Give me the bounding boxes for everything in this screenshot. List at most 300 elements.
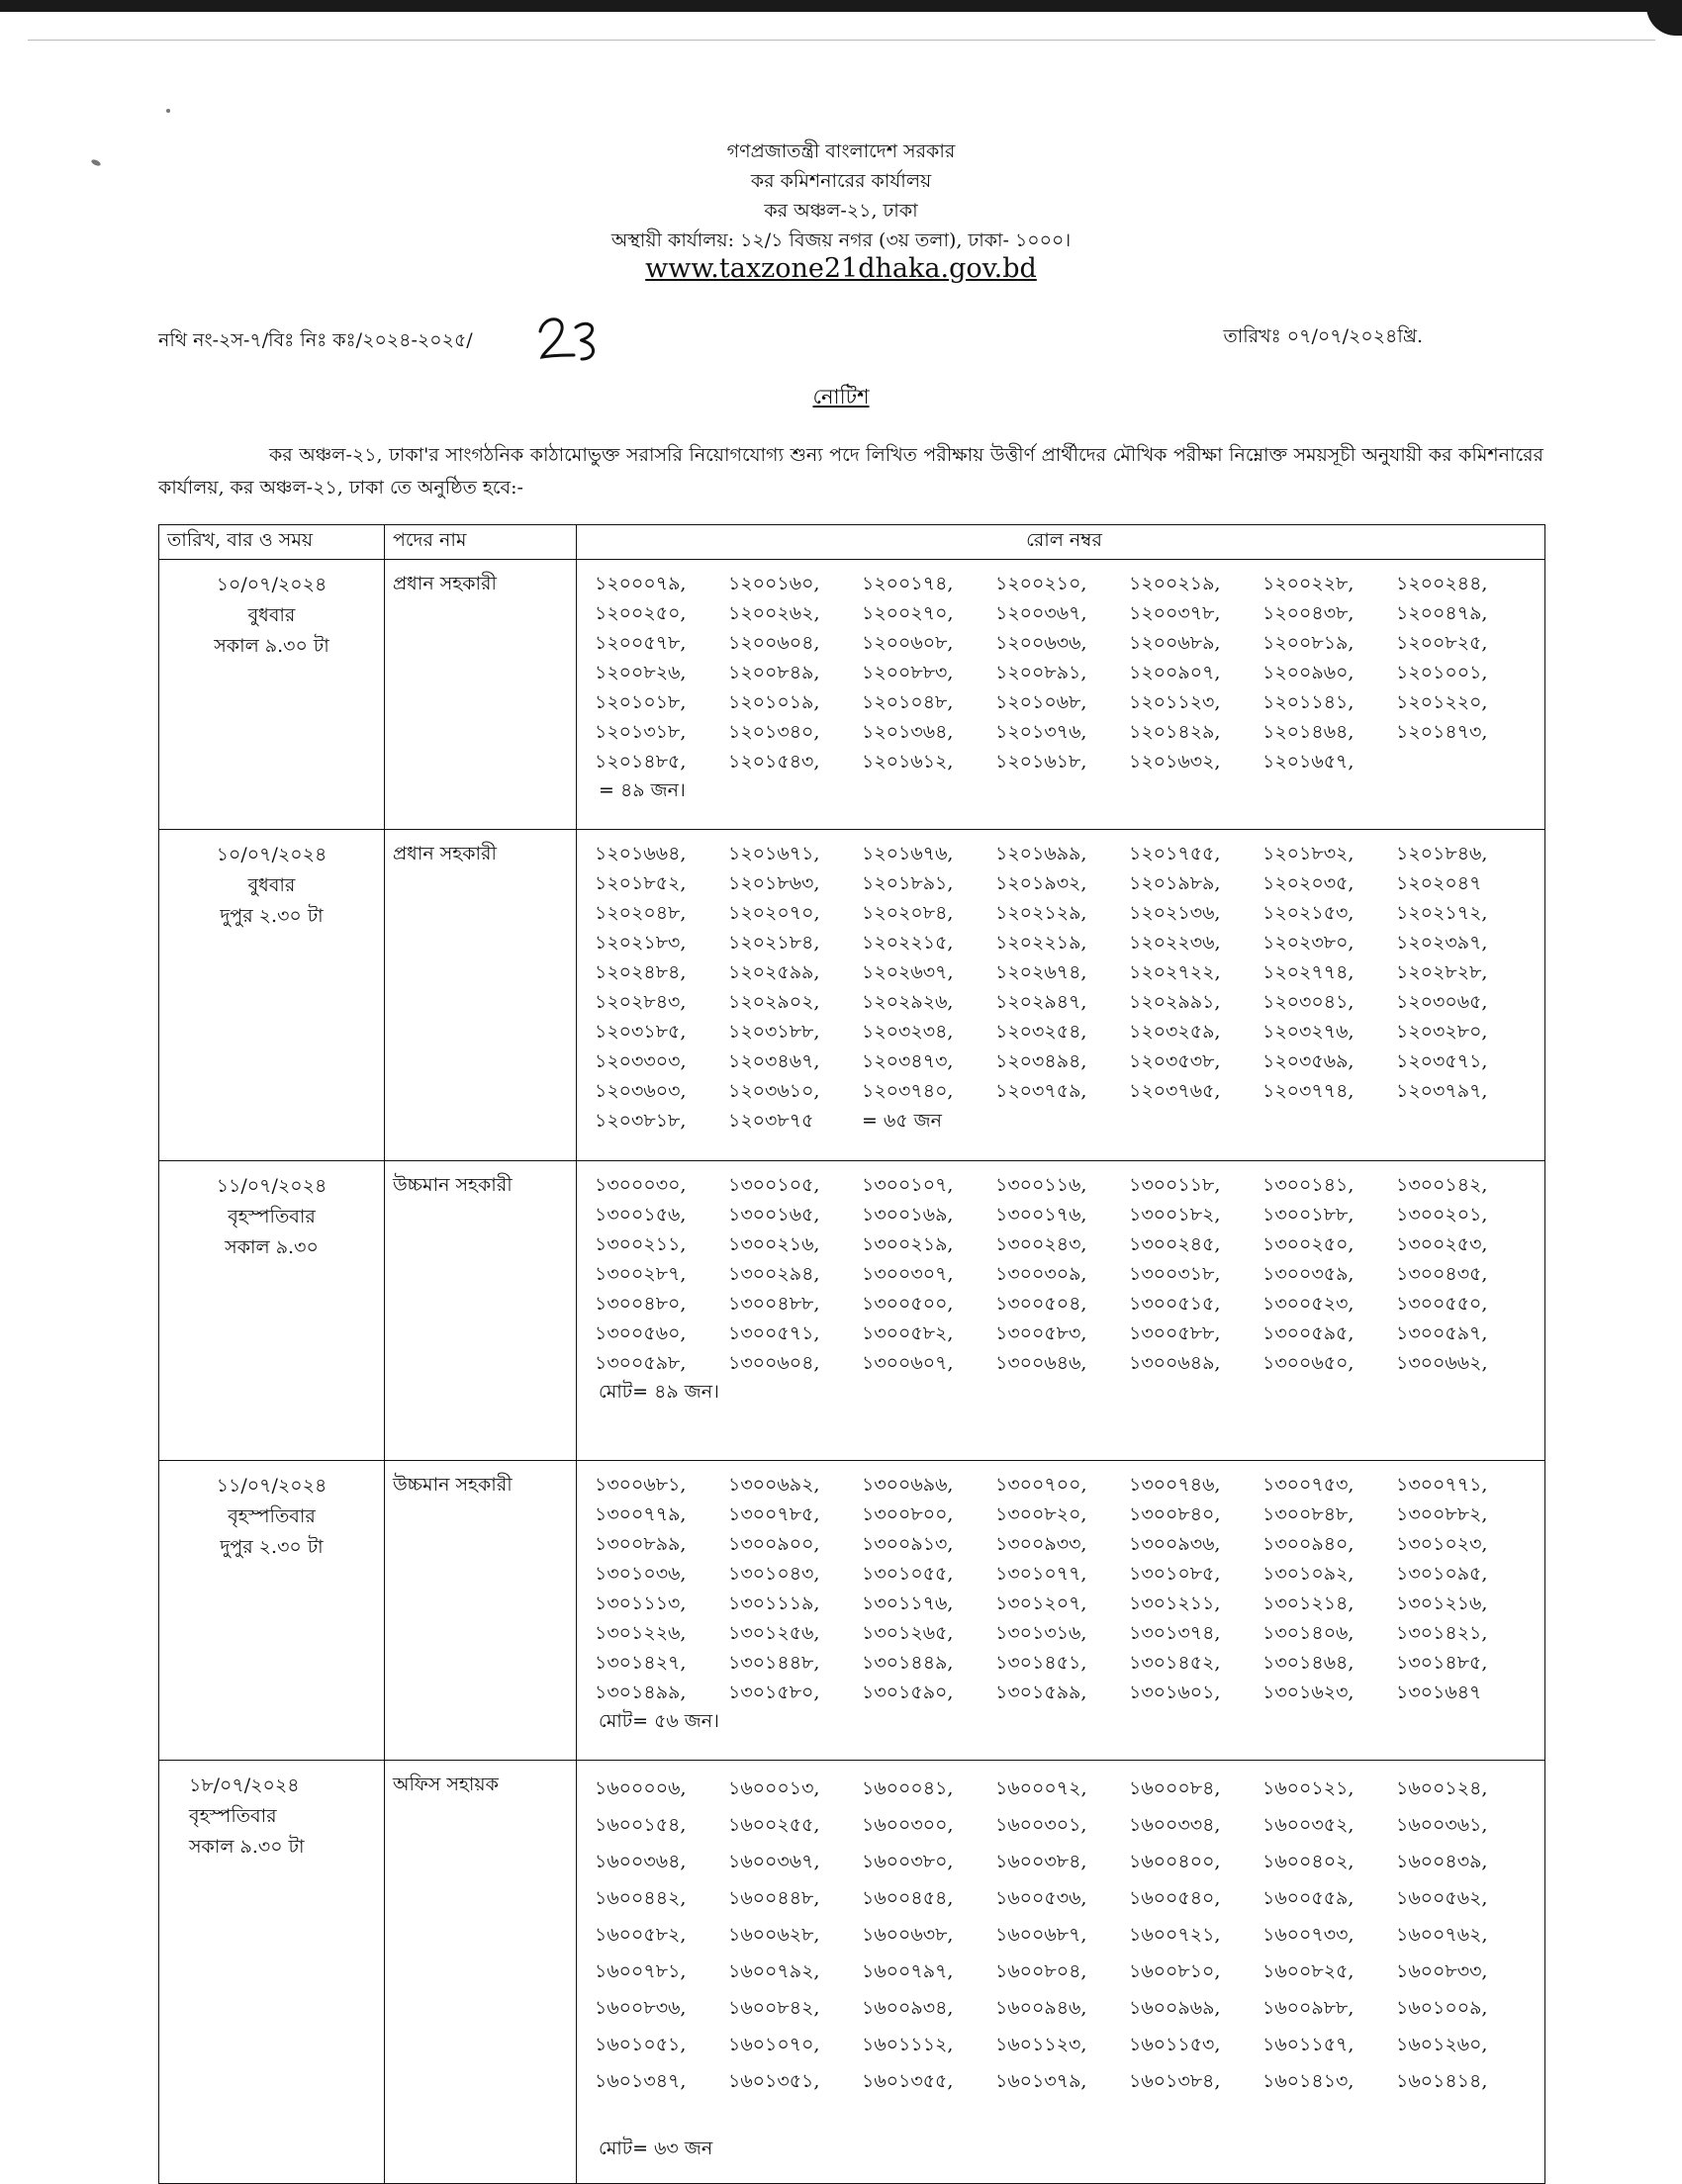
- roll-number: ১২০৩৪৬৭,: [728, 1050, 820, 1072]
- total-count: মোট= ৪৯ জন।: [599, 1381, 719, 1403]
- roll-number: ১৩০০৩০৯,: [995, 1263, 1087, 1285]
- roll-list: [595, 570, 1544, 776]
- roll-number: ১৩০১০৯২,: [1262, 1563, 1355, 1585]
- roll-number: ১২০০৩৭৮,: [1129, 602, 1221, 624]
- roll-number: ১৬০০৫৫৯,: [1262, 1887, 1355, 1909]
- roll-number: ১৬০০৮১০,: [1129, 1960, 1221, 1982]
- roll-number: ১২০১৪৮৫,: [595, 751, 687, 773]
- roll-number: ১২০০৫৭৮,: [595, 632, 687, 654]
- roll-number: ১৩০০৫৮৩,: [995, 1322, 1087, 1344]
- notice-body: কর অঞ্চল-২১, ঢাকা'র সাংগঠনিক কাঠামোভুক্ত সরাসরি নিয়োগযোগ্য শুন্য পদে লিখিত পরীক্ষায় উত্তীর্ণ প্রার্থীদের মৌখিক পরীক্ষা নিম্নোক্ত সময়সূচী অনুযায়ী কর কমিশনারের কার্যালয়, কর অঞ্চল-২১, ঢাকা তে অনুষ্ঠিত হবে:-: [158, 444, 1543, 499]
- roll-number: ১২০২৩৯৭,: [1396, 932, 1488, 954]
- schedule-row: [159, 830, 1545, 1161]
- schedule-date-cell: [159, 560, 385, 830]
- roll-number: ১২০২১৩৬,: [1129, 902, 1221, 924]
- schedule-date: ১১/০৭/২০২৪: [216, 1175, 327, 1197]
- roll-number: ১২০১৩৪০,: [728, 721, 820, 743]
- roll-number: ১২০০৮৪৯,: [728, 662, 820, 683]
- roll-number: ১২০০২৬২,: [728, 602, 820, 624]
- roll-number: ১২০২১৫৩,: [1262, 902, 1355, 924]
- roll-number: ১৩০০২৯৪,: [728, 1263, 820, 1285]
- roll-number: ১৩০১২১৪,: [1262, 1592, 1355, 1614]
- roll-number: ১৩০১৪৫১,: [995, 1652, 1087, 1674]
- roll-number: ১৩০০৯০০,: [728, 1533, 820, 1555]
- total-count: = ৬৫ জন: [862, 1110, 943, 1132]
- schedule-time: সকাল ৯.৩০ টা: [189, 1836, 305, 1858]
- office-title: কর কমিশনারের কার্যালয়: [750, 170, 932, 192]
- total-count: মোট= ৬৩ জন: [599, 2138, 713, 2159]
- roll-number: ১৩০১৫৯৯,: [995, 1682, 1087, 1703]
- roll-number: ১৩০১২৫৬,: [728, 1622, 820, 1644]
- roll-number: ১৩০১৬০১,: [1129, 1682, 1221, 1703]
- roll-number: ১২০০৮১৯,: [1262, 632, 1355, 654]
- roll-number: ১২০১১৪১,: [1262, 691, 1355, 713]
- roll-number: ১২০২৮৪৩,: [595, 991, 687, 1013]
- roll-number: ১২০০৪৩৮,: [1262, 602, 1355, 624]
- roll-number: ১২০২২১৯,: [995, 932, 1087, 954]
- roll-number: ১২০৩৬১০,: [728, 1080, 820, 1102]
- roll-number: ১৬০০৩০০,: [862, 1814, 954, 1836]
- roll-number: ১২০০৮২৫,: [1396, 632, 1488, 654]
- roll-number: ১৬০১৩৫৫,: [862, 2070, 954, 2092]
- roll-number: ১২০১৬১২,: [862, 751, 954, 773]
- roll-number: ১৩০০৪৮০,: [595, 1293, 687, 1315]
- roll-number: ১৬০০৩৬৪,: [595, 1851, 687, 1872]
- roll-number: ১৩০০১৮২,: [1129, 1204, 1221, 1226]
- roll-number: ১২০১০৪৮,: [862, 691, 954, 713]
- roll-number: ১৩০০১১৮,: [1129, 1174, 1221, 1196]
- roll-number: ১৬০০৭৬২,: [1396, 1924, 1488, 1946]
- header-roll: রোল নম্বর: [577, 525, 1545, 560]
- roll-number: ১২০১৪৭৩,: [1396, 721, 1488, 743]
- roll-number: ১২০৩৮১৮,: [595, 1110, 687, 1132]
- roll-number: ১৩০১২২৬,: [595, 1622, 687, 1644]
- roll-number: ১৬০০৯৬৯,: [1129, 1997, 1221, 2019]
- roll-number: ১৩০০৬৮১,: [595, 1474, 687, 1496]
- schedule-table: [158, 524, 1545, 2184]
- roll-number: ১৩০০২৫০,: [1262, 1233, 1355, 1255]
- roll-number: ১৩০১৬৪৭: [1396, 1682, 1482, 1703]
- roll-number: ১২০০৬৮৯,: [1129, 632, 1221, 654]
- roll-number: ১২০২১৮৩,: [595, 932, 687, 954]
- roll-number: ১৩০১২৬৫,: [862, 1622, 954, 1644]
- roll-number: ১৬০০৭৯২,: [728, 1960, 820, 1982]
- roll-number: ১৩০১০৮৫,: [1129, 1563, 1221, 1585]
- roll-number: ১২০১৮৩২,: [1262, 843, 1355, 864]
- post-name: প্রধান সহকারী: [385, 830, 577, 1161]
- roll-number: ১২০০২৪৪,: [1396, 573, 1488, 594]
- roll-number: ১২০২৬৭৪,: [995, 961, 1087, 983]
- roll-list: [595, 1771, 1544, 2099]
- roll-number: ১৬০০৫৮২,: [595, 1924, 687, 1946]
- roll-number: ১২০০২৭০,: [862, 602, 954, 624]
- roll-number: ১৬০১৩৫১,: [728, 2070, 820, 2092]
- roll-number: ১৩০০১৪১,: [1262, 1174, 1355, 1196]
- roll-number: ১৬০১১২৩,: [995, 2034, 1087, 2055]
- roll-number: ১২০২৯৪৭,: [995, 991, 1087, 1013]
- roll-number: ১২০২৯২৬,: [862, 991, 954, 1013]
- roll-number: ১৩০১৪৬৪,: [1262, 1652, 1355, 1674]
- roll-numbers-cell: [577, 1761, 1545, 2184]
- roll-number: ১৩০০৩৫৯,: [1262, 1263, 1355, 1285]
- roll-number: ১৬০০৯৮৮,: [1262, 1997, 1355, 2019]
- roll-number: ১২০২৬৩৭,: [862, 961, 954, 983]
- roll-number: ১৬০০০০৬,: [595, 1777, 687, 1799]
- roll-number: ১৩০০৬৫০,: [1262, 1352, 1355, 1374]
- roll-number: ১২০০০৭৯,: [595, 573, 687, 594]
- roll-number: ১৬০০৩৬১,: [1396, 1814, 1488, 1836]
- roll-number: ১৬০০২৫৫,: [728, 1814, 820, 1836]
- roll-numbers-cell: [577, 830, 1545, 1161]
- roll-number: ১৬০০৩৩৪,: [1129, 1814, 1221, 1836]
- roll-number: ১২০২১৮৪,: [728, 932, 820, 954]
- post-name: প্রধান সহকারী: [385, 560, 577, 830]
- roll-number: ১৬০০১৫৪,: [595, 1814, 687, 1836]
- roll-number: ১২০১৮৬৩,: [728, 872, 820, 894]
- schedule-date: ১১/০৭/২০২৪: [216, 1475, 327, 1497]
- roll-number: ১২০৩২৭৬,: [1262, 1021, 1355, 1043]
- roll-number: ১২০১৭৫৫,: [1129, 843, 1221, 864]
- roll-number: ১৬০০৪৪২,: [595, 1887, 687, 1909]
- roll-list: [595, 840, 1544, 1136]
- roll-number: ১২০২৫৯৯,: [728, 961, 820, 983]
- roll-number: ১২০১৮৫২,: [595, 872, 687, 894]
- roll-number: ১২০৩৭৯৭,: [1396, 1080, 1488, 1102]
- roll-number: ১২০৩২৫৪,: [995, 1021, 1087, 1043]
- roll-number: ১৩০০৮৪০,: [1129, 1503, 1221, 1525]
- roll-number: ১৩০০৮২০,: [995, 1503, 1087, 1525]
- schedule-row: [159, 1761, 1545, 2184]
- roll-number: ১৩০১৪৫২,: [1129, 1652, 1221, 1674]
- roll-number: ১৬০১০০৯,: [1396, 1997, 1488, 2019]
- roll-numbers-cell: [577, 1461, 1545, 1761]
- schedule-day: বৃহস্পতিবার: [228, 1206, 316, 1228]
- roll-number: ১৩০০২৪৫,: [1129, 1233, 1221, 1255]
- roll-number: ১৩০০৬৪৬,: [995, 1352, 1087, 1374]
- roll-number: ১৩০০১৪২,: [1396, 1174, 1488, 1196]
- schedule-date-cell: [159, 1161, 385, 1461]
- roll-number: ১২০০১৬০,: [728, 573, 820, 594]
- header-post: পদের নাম: [385, 525, 577, 560]
- roll-number: ১২০১৩৭৬,: [995, 721, 1087, 743]
- schedule-date-cell: [159, 1761, 385, 2184]
- roll-number: ১৩০০৫০০,: [862, 1293, 954, 1315]
- roll-number: ১৬০০৯৪৬,: [995, 1997, 1087, 2019]
- roll-number: ১২০৩১৮৮,: [728, 1021, 820, 1043]
- roll-number: ১৬০১১৫৩,: [1129, 2034, 1221, 2055]
- roll-number: ১৬০০৩৮০,: [862, 1851, 954, 1872]
- roll-number: ১৬০০০৮৪,: [1129, 1777, 1221, 1799]
- roll-number: ১২০০৮৯১,: [995, 662, 1087, 683]
- roll-number: ১৩০০৫৮৮,: [1129, 1322, 1221, 1344]
- roll-number: ১২০২৯৯১,: [1129, 991, 1221, 1013]
- roll-number: ১২০০২৫০,: [595, 602, 687, 624]
- roll-number: ১৩০১৫৮০,: [728, 1682, 820, 1703]
- roll-number: ১৬০১৪১৩,: [1262, 2070, 1355, 2092]
- roll-number: ১৬০০৮৩৩,: [1396, 1960, 1488, 1982]
- schedule-date-cell: [159, 830, 385, 1161]
- roll-number: ১২০২০৩৫,: [1262, 872, 1355, 894]
- roll-number: ১৬০০৩০১,: [995, 1814, 1087, 1836]
- roll-number: ১২০৩৩০৩,: [595, 1050, 687, 1072]
- roll-number: ১৩০০১১৬,: [995, 1174, 1087, 1196]
- post-name: উচ্চমান সহকারী: [385, 1161, 577, 1461]
- roll-number: ১২০১৬৫৭,: [1262, 751, 1355, 773]
- roll-number: ১২০১৬৯৯,: [995, 843, 1087, 864]
- roll-number: ১৩০০১৬৫,: [728, 1204, 820, 1226]
- roll-number: ১৬০০৪০২,: [1262, 1851, 1355, 1872]
- roll-list: [595, 1471, 1544, 1707]
- schedule-day: বুধবার: [247, 604, 296, 626]
- roll-number: ১৬০০৯৩৪,: [862, 1997, 954, 2019]
- roll-number: ১২০০২২৮,: [1262, 573, 1355, 594]
- roll-number: ১৩০০৪৮৮,: [728, 1293, 820, 1315]
- roll-number: ১২০১০৬৮,: [995, 691, 1087, 713]
- reference-number: নথি নং-২স-৭/বিঃ নিঃ কঃ/২০২৪-২০২৫/: [158, 329, 473, 351]
- roll-number: ১৩০০১৫৬,: [595, 1204, 687, 1226]
- roll-number: ১৬০০৮৪২,: [728, 1997, 820, 2019]
- notice-title: নোটিশ: [812, 385, 870, 409]
- roll-number: ১৬০০৭৮১,: [595, 1960, 687, 1982]
- roll-number: ১৩০০৫২৩,: [1262, 1293, 1355, 1315]
- roll-number: ১২০১৬১৮,: [995, 751, 1087, 773]
- roll-number: ১২০২০৮৪,: [862, 902, 954, 924]
- roll-number: ১৬০০৬২৮,: [728, 1924, 820, 1946]
- roll-number: ১৩০০৫৯৮,: [595, 1352, 687, 1374]
- roll-number: ১৩০১৫৯০,: [862, 1682, 954, 1703]
- roll-number: ১৩০০৫৮২,: [862, 1322, 954, 1344]
- roll-number: ১৬০০১২১,: [1262, 1777, 1355, 1799]
- roll-number: ১৩০১০৫৫,: [862, 1563, 954, 1585]
- roll-number: ১৬০০১২৪,: [1396, 1777, 1488, 1799]
- roll-number: ১৬০০৪৫৪,: [862, 1887, 954, 1909]
- roll-number: ১২০০৮৮৩,: [862, 662, 954, 683]
- roll-number: ১৬০১১১২,: [862, 2034, 954, 2055]
- roll-number: ১২০৩৫৭১,: [1396, 1050, 1488, 1072]
- roll-number: ১২০৩১৮৫,: [595, 1021, 687, 1043]
- table-header-row: [159, 525, 1545, 560]
- schedule-time: দুপুর ২.৩০ টা: [220, 905, 324, 927]
- zone-title: কর অঞ্চল-২১, ঢাকা: [764, 200, 918, 222]
- roll-number: ১৩০০৬৯৬,: [862, 1474, 954, 1496]
- roll-number: ১৩০১২১১,: [1129, 1592, 1221, 1614]
- post-name: অফিস সহায়ক: [385, 1761, 577, 2184]
- roll-number: ১৬০১০৫১,: [595, 2034, 687, 2055]
- roll-number: ১২০১৩১৮,: [595, 721, 687, 743]
- roll-number: ১৩০০৬৪৯,: [1129, 1352, 1221, 1374]
- header-date: তারিখ, বার ও সময়: [159, 525, 385, 560]
- roll-number: ১৩০১১১৩,: [595, 1592, 687, 1614]
- roll-number: ১৩০০২১৬,: [728, 1233, 820, 1255]
- roll-number: ১২০১৪২৯,: [1129, 721, 1221, 743]
- schedule-date: ১০/০৭/২০২৪: [216, 574, 327, 595]
- roll-number: ১৩০১৩১৬,: [995, 1622, 1087, 1644]
- roll-number: ১৩০০৭৭১,: [1396, 1474, 1488, 1496]
- roll-number: ১৩০১২১৬,: [1396, 1592, 1488, 1614]
- roll-number: ১৩০০১৬৯,: [862, 1204, 954, 1226]
- roll-number: ১৩০০১০৭,: [862, 1174, 954, 1196]
- schedule-row: [159, 560, 1545, 830]
- roll-number: ১২০২০৪৮,: [595, 902, 687, 924]
- schedule-row: [159, 1161, 1545, 1461]
- roll-number: ১২০৩৭৭৪,: [1262, 1080, 1355, 1102]
- roll-number: ১৩০০৮৪৮,: [1262, 1503, 1355, 1525]
- roll-number: ১২০১৬৬৪,: [595, 843, 687, 864]
- roll-number: ১২০০৮২৬,: [595, 662, 687, 683]
- roll-number: ১২০২০৭০,: [728, 902, 820, 924]
- roll-number: ১২০০১৭৪,: [862, 573, 954, 594]
- roll-number: ১৩০১০৪৩,: [728, 1563, 820, 1585]
- roll-number: ১৩০১৩৭৪,: [1129, 1622, 1221, 1644]
- roll-number: ১২০২৩৮০,: [1262, 932, 1355, 954]
- roll-number: ১৬০১৪১৪,: [1396, 2070, 1488, 2092]
- roll-number: ১৩০০০৩০,: [595, 1174, 687, 1196]
- roll-number: ১৩০০৭৭৯,: [595, 1503, 687, 1525]
- schedule-day: বৃহস্পতিবার: [228, 1505, 316, 1527]
- roll-number: ১৩০০২১৯,: [862, 1233, 954, 1255]
- roll-number: ১২০১৯৮৯,: [1129, 872, 1221, 894]
- roll-number: ১৩০০৬০৪,: [728, 1352, 820, 1374]
- roll-number: ১২০১৩৬৪,: [862, 721, 954, 743]
- roll-number: ১৩০১০২৩,: [1396, 1533, 1488, 1555]
- roll-number: ১৩০০৬০৭,: [862, 1352, 954, 1374]
- roll-number: ১৩০০৫১৫,: [1129, 1293, 1221, 1315]
- roll-number: ১৩০০৫৯৫,: [1262, 1322, 1355, 1344]
- roll-number: ১৩০০২১১,: [595, 1233, 687, 1255]
- roll-number: ১২০১২২০,: [1396, 691, 1488, 713]
- schedule-date: ১০/০৭/২০২৪: [216, 844, 327, 865]
- roll-number: ১৩০০২০১,: [1396, 1204, 1488, 1226]
- schedule-date: ১৮/০৭/২০২৪: [189, 1774, 300, 1796]
- roll-number: ১৩০১৪৪৯,: [862, 1652, 954, 1674]
- roll-number: ১৩০০৫৯৭,: [1396, 1322, 1488, 1344]
- roll-number: ১২০২৮২৮,: [1396, 961, 1488, 983]
- roll-number: ১৩০১৪৯৯,: [595, 1682, 687, 1703]
- roll-number: ১২০২২১৫,: [862, 932, 954, 954]
- roll-numbers-cell: [577, 560, 1545, 830]
- roll-number: ১৬০০৪৪৮,: [728, 1887, 820, 1909]
- roll-number: ১৩০০৯৩৬,: [1129, 1533, 1221, 1555]
- roll-number: ১৩০০২৮৭,: [595, 1263, 687, 1285]
- roll-number: ১৩০১১১৯,: [728, 1592, 820, 1614]
- roll-number: ১২০১১২৩,: [1129, 691, 1221, 713]
- roll-number: ১৬০০৫৪০,: [1129, 1887, 1221, 1909]
- roll-number: ১২০১৯৩২,: [995, 872, 1087, 894]
- roll-number: ১৩০০১০৫,: [728, 1174, 820, 1196]
- roll-number: ১৩০১১৭৬,: [862, 1592, 954, 1614]
- roll-number: ১২০৩২৩৪,: [862, 1021, 954, 1043]
- website-link[interactable]: www.taxzone21dhaka.gov.bd: [645, 253, 1037, 284]
- roll-number: ১৩০০১৭৬,: [995, 1204, 1087, 1226]
- roll-number: ১৩০০২৪৩,: [995, 1233, 1087, 1255]
- roll-number: ১৩০০৫৬০,: [595, 1322, 687, 1344]
- roll-number: ১২০২৪৮৪,: [595, 961, 687, 983]
- schedule-day: বৃহস্পতিবার: [189, 1805, 277, 1827]
- roll-number: ১২০৩৭৪০,: [862, 1080, 954, 1102]
- roll-number: ১৬০০০৭২,: [995, 1777, 1087, 1799]
- roll-number: ১৬০০৮২৫,: [1262, 1960, 1355, 1982]
- roll-number: ১৬০১১৫৭,: [1262, 2034, 1355, 2055]
- roll-number: ১৩০১৪২১,: [1396, 1622, 1488, 1644]
- roll-number: ১২০১০০১,: [1396, 662, 1488, 683]
- roll-number: ১৬০০৩৫২,: [1262, 1814, 1355, 1836]
- scan-edge-line: [28, 40, 1655, 41]
- roll-number: ১৩০০৫০৪,: [995, 1293, 1087, 1315]
- roll-number: ১৬০০৮৩৬,: [595, 1997, 687, 2019]
- roll-number: ১৬০০৮০৪,: [995, 1960, 1087, 1982]
- schedule-date-cell: [159, 1461, 385, 1761]
- roll-number: ১৩০০৯১৩,: [862, 1533, 954, 1555]
- roll-number: ১২০০২১০,: [995, 573, 1087, 594]
- roll-number: ১২০১৬৭৬,: [862, 843, 954, 864]
- scan-border: [0, 0, 1682, 12]
- roll-number: ১৩০১০৯৫,: [1396, 1563, 1488, 1585]
- roll-number: ১৬০০০১৩,: [728, 1777, 820, 1799]
- notice-date: তারিখঃ ০৭/০৭/২০২৪খ্রি.: [1223, 325, 1423, 347]
- roll-number: ১২০০৬০৮,: [862, 632, 954, 654]
- roll-number: ১৬০০৭৩৩,: [1262, 1924, 1355, 1946]
- roll-number: ১২০১৬৩২,: [1129, 751, 1221, 773]
- roll-number: ১২০০৬৩৬,: [995, 632, 1087, 654]
- roll-number: ১৩০০৪৩৫,: [1396, 1263, 1488, 1285]
- roll-number: ১৬০০৩৬৭,: [728, 1851, 820, 1872]
- roll-number: ১৬০১৩৭৯,: [995, 2070, 1087, 2092]
- roll-number: ১৩০০৭৪৬,: [1129, 1474, 1221, 1496]
- roll-number: ১২০০৯৬০,: [1262, 662, 1355, 683]
- roll-number: ১৩০০৩১৮,: [1129, 1263, 1221, 1285]
- roll-number: ১২০৩৫৩৮,: [1129, 1050, 1221, 1072]
- roll-number: ১২০১৮৯১,: [862, 872, 954, 894]
- roll-number: ১২০২০৪৭: [1396, 872, 1482, 894]
- schedule-time: সকাল ৯.৩০ টা: [214, 635, 329, 657]
- roll-list: [595, 1171, 1544, 1378]
- roll-number: ১৬০০৪৩৯,: [1396, 1851, 1488, 1872]
- roll-number: ১২০৩০৬৫,: [1396, 991, 1488, 1013]
- roll-number: ১২০৩০৪১,: [1262, 991, 1355, 1013]
- roll-number: ১২০০৪৭৯,: [1396, 602, 1488, 624]
- roll-number: ১২০১৬৭১,: [728, 843, 820, 864]
- roll-number: ১২০৩৭৫৯,: [995, 1080, 1087, 1102]
- schedule-day: বুধবার: [247, 874, 296, 896]
- post-name: উচ্চমান সহকারী: [385, 1461, 577, 1761]
- roll-number: ১৩০০৩০৭,: [862, 1263, 954, 1285]
- roll-number: ১৩০০৫৫০,: [1396, 1293, 1488, 1315]
- total-count: মোট= ৫৬ জন।: [599, 1710, 719, 1732]
- roll-number: ১৩০০২৫৩,: [1396, 1233, 1488, 1255]
- roll-number: ১২০২২৩৬,: [1129, 932, 1221, 954]
- roll-number: ১৩০০৮৯৯,: [595, 1533, 687, 1555]
- roll-number: ১৩০০৮৮২,: [1396, 1503, 1488, 1525]
- schedule-time: সকাল ৯.৩০: [225, 1236, 319, 1258]
- roll-numbers-cell: [577, 1161, 1545, 1461]
- roll-number: ১৩০০৫৭১,: [728, 1322, 820, 1344]
- roll-number: ১৬০১০৭০,: [728, 2034, 820, 2055]
- roll-number: ১২০২১২৯,: [995, 902, 1087, 924]
- roll-number: ১২০১৫৪৩,: [728, 751, 820, 773]
- schedule-time: দুপুর ২.৩০ টা: [220, 1536, 324, 1558]
- roll-number: ১২০৩২৮০,: [1396, 1021, 1488, 1043]
- roll-number: ১৩০০৭০০,: [995, 1474, 1087, 1496]
- roll-number: ১২০৩৪৭৩,: [862, 1050, 954, 1072]
- roll-number: ১৬০০৬৮৭,: [995, 1924, 1087, 1946]
- roll-number: ১৩০০৭৫৩,: [1262, 1474, 1355, 1496]
- roll-number: ১৬০০৭২১,: [1129, 1924, 1221, 1946]
- handwritten-number: [534, 312, 604, 363]
- roll-number: ১৩০১৪২৭,: [595, 1652, 687, 1674]
- roll-number: ১৩০১৪৮৫,: [1396, 1652, 1488, 1674]
- roll-number: ১৬০১২৬০,: [1396, 2034, 1488, 2055]
- roll-number: ১২০২৭৭৪,: [1262, 961, 1355, 983]
